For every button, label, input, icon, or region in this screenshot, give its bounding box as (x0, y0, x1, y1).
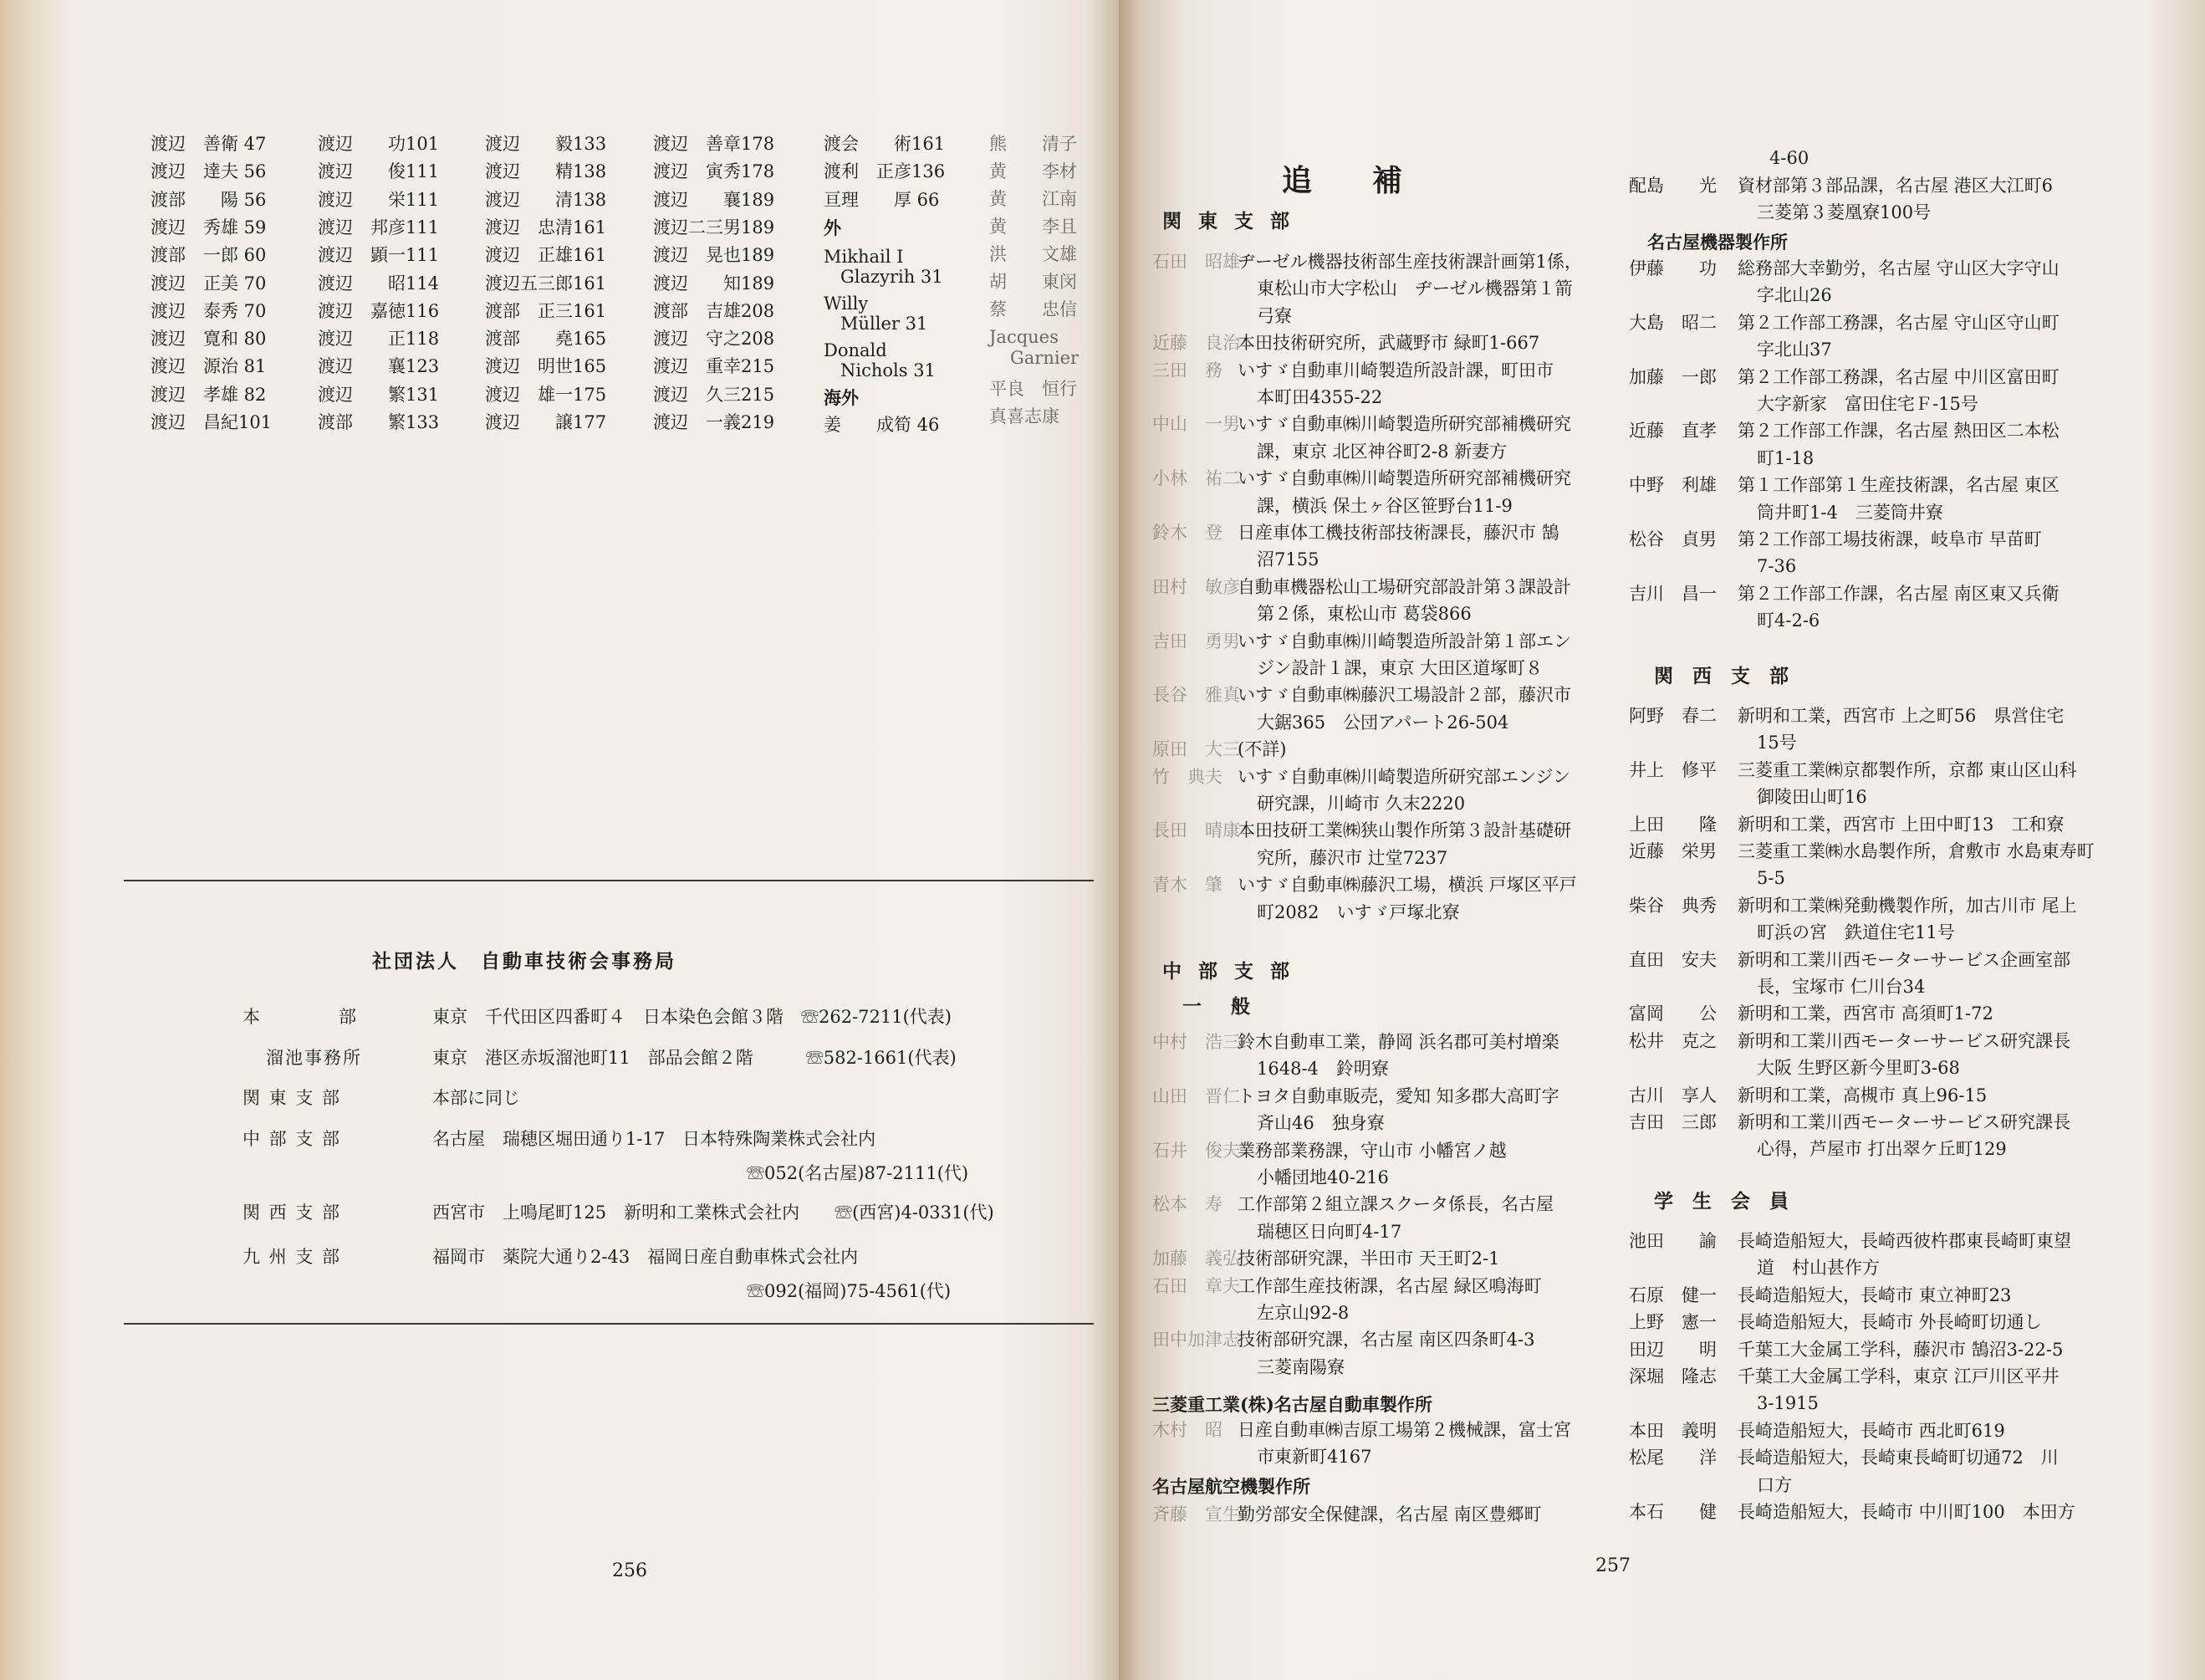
member-address: 新明和工業川西モーターサービス研究課長 (1738, 1030, 2071, 1051)
member-address: 御陵田山町16 (1757, 787, 1867, 808)
member-address: 長崎造船短大，長崎東長崎町切通72 川 (1738, 1448, 2059, 1468)
member-name: 中村 浩三 (1152, 1032, 1240, 1052)
office-label: 関 西 支 部 (242, 1203, 342, 1223)
member-address: 本町田4355-22 (1257, 387, 1383, 407)
index-entry: 渡辺 晃也189 (653, 245, 775, 265)
member-address: 長崎造船短大，長崎市 中川町100 本田方 (1738, 1502, 2075, 1522)
member-address: 第２工作部工場技術課，岐阜市 早苗町 (1738, 529, 2042, 549)
index-entry: 渡辺 邦彦111 (318, 217, 440, 237)
member-address: 町2082 いすゞ戸塚北寮 (1257, 901, 1460, 922)
member-address: 町4-2-6 (1757, 610, 1820, 631)
member-address: 本田技術研究所，武蔵野市 緑町1-667 (1238, 333, 1540, 354)
index-entry: 渡辺 忠清161 (485, 217, 607, 237)
member-name: 田辺 明 (1629, 1339, 1717, 1360)
member-name: 吉田 三郎 (1629, 1112, 1717, 1132)
index-entry: Jacques (989, 327, 1059, 347)
member-address: 自動車機器松山工場研究部設計第３課設計 (1238, 576, 1571, 597)
member-name: 井上 修平 (1629, 759, 1717, 780)
member-address: 長崎造船短大，長崎市 東立神町23 (1738, 1284, 2012, 1305)
member-name: 近藤 直孝 (1629, 421, 1717, 442)
member-address: 究所，藤沢市 辻堂7237 (1257, 847, 1448, 868)
member-address: 町浜の宮 鉄道住宅11号 (1757, 922, 1955, 943)
index-entry: 渡辺 襄189 (653, 190, 775, 210)
member-name: 伊藤 功 (1629, 258, 1717, 278)
index-entry: 渡辺 寛和 80 (151, 329, 267, 349)
member-address: いすゞ自動車㈱藤沢工場，横浜 戸塚区平戸 (1238, 875, 1577, 896)
index-entry: 渡辺 清138 (485, 190, 607, 210)
member-address: 三菱重工業㈱京都製作所，京都 東山区山科 (1738, 759, 2077, 780)
index-entry: 黄 李且 (989, 217, 1077, 237)
member-address: 第１工作部第１生産技術課，名古屋 東区 (1738, 475, 2060, 496)
member-address: いすゞ自動車㈱藤沢工場設計２部，藤沢市 (1238, 685, 1571, 706)
member-address: 7-36 (1757, 556, 1797, 577)
member-address: 瑞穂区日向町4-17 (1257, 1221, 1402, 1242)
member-address: 大字新家 富田住宅Ｆ-15号 (1757, 394, 1978, 414)
index-entry: 渡辺 精138 (485, 161, 607, 181)
member-name: 斉藤 宣生 (1152, 1504, 1240, 1524)
member-address: 三菱重工業㈱水島製作所，倉敷市 水島東寿町 (1738, 841, 2095, 861)
office-line: ☏092(福岡)75-4561(代) (747, 1281, 952, 1301)
member-address: 字北山37 (1757, 340, 1832, 360)
page-number-right: 257 (1595, 1555, 1631, 1576)
index-entry: 渡辺 襄123 (318, 356, 440, 376)
index-entry: 渡辺 毅133 (485, 134, 607, 154)
member-address: 工作部第２組立課スクータ係長，名古屋 (1238, 1194, 1554, 1215)
member-name: 田村 敏彦 (1152, 576, 1240, 597)
member-name: 上田 隆 (1629, 814, 1717, 835)
foreign-name: Nichols 31 (840, 360, 936, 380)
member-address: 沼7155 (1257, 549, 1319, 570)
member-name: 富岡 公 (1629, 1003, 1717, 1024)
member-address: 心得，芦屋市 打出翠ケ丘町129 (1757, 1139, 2007, 1160)
index-entry: 渡部 陽 56 (151, 190, 267, 210)
member-name: 古川 享人 (1629, 1085, 1717, 1106)
member-address: 第２工作部工作課，名古屋 南区東又兵衛 (1738, 583, 2060, 604)
member-name: 松谷 貞男 (1629, 529, 1717, 549)
member-address: いすゞ自動車川崎製造所設計課，町田市 (1238, 360, 1554, 380)
section-heading: 関 西 支 部 (1654, 665, 1789, 687)
index-entry: 渡辺 正美 70 (151, 273, 267, 294)
member-address: 小幡団地40-216 (1257, 1167, 1389, 1187)
member-address: 斉山46 独身寮 (1257, 1113, 1385, 1134)
index-entry: 渡辺 顕一111 (318, 245, 440, 265)
member-address: 第２工作部工務課，名古屋 守山区守山町 (1738, 312, 2060, 333)
section-heading: 一 般 (1182, 995, 1255, 1018)
index-entry: 渡辺 雄一175 (485, 385, 607, 405)
member-name: 池田 諭 (1629, 1231, 1717, 1251)
section-heading: 関 東 支 部 (1162, 210, 1295, 232)
index-entry: 渡辺 正雄161 (485, 245, 607, 265)
member-address: 筒井町1-4 三菱筒井寮 (1757, 502, 1943, 523)
member-name: 松井 克之 (1629, 1030, 1717, 1051)
member-name: 深堀 隆志 (1629, 1366, 1717, 1386)
index-entry: 渡辺 源治 81 (151, 356, 267, 376)
office-line: 東京 港区赤坂溜池町11 部品会館２階 ☏582-1661(代表) (432, 1048, 957, 1068)
member-name: 本石 健 (1629, 1502, 1717, 1522)
member-name: 長谷 雅真 (1152, 685, 1240, 706)
member-address: 大阪 生野区新今里町3-68 (1757, 1058, 1960, 1079)
office-bottom-rule (124, 1323, 1094, 1325)
index-entry: 渡辺 譲177 (485, 412, 607, 432)
subsection-heading: 名古屋航空機製作所 (1152, 1476, 1310, 1497)
member-address: 新明和工業川西モーターサービス研究課長 (1738, 1112, 2071, 1132)
member-address: 4-60 (1769, 148, 1809, 168)
member-address: 5-5 (1757, 868, 1785, 889)
member-name: 加藤 一郎 (1629, 366, 1717, 387)
index-entry: 渡辺 明世165 (485, 356, 607, 376)
member-name: 山田 晋仁 (1152, 1085, 1240, 1106)
index-entry: Garnier (1010, 348, 1080, 368)
member-address: 研究課，川崎市 久末2220 (1257, 794, 1466, 814)
member-address: 道 村山甚作方 (1757, 1258, 1880, 1279)
subsection-heading: 三菱重工業(株)名古屋自動車製作所 (1152, 1394, 1432, 1415)
member-address: 技術部研究課，名古屋 南区四条町4-3 (1238, 1330, 1535, 1351)
member-address: いすゞ自動車㈱川崎製造所設計第１部エン (1238, 631, 1571, 651)
member-name: 鈴木 登 (1152, 523, 1222, 543)
index-entry: 渡辺二三男189 (653, 217, 775, 237)
index-entry: 渡辺 功101 (318, 134, 440, 154)
member-name: 中野 利雄 (1629, 475, 1717, 496)
member-name: 小林 祐二 (1152, 468, 1240, 489)
supplement-title: 追 補 (1282, 163, 1403, 198)
office-line: ☏052(名古屋)87-2111(代) (747, 1163, 969, 1183)
member-address: 1648-4 鈴明寮 (1257, 1059, 1389, 1080)
member-name: 吉川 昌一 (1629, 583, 1717, 604)
foreign-name: Müller 31 (840, 314, 928, 334)
member-address: 15号 (1757, 733, 1797, 753)
member-name: 阿野 春二 (1629, 706, 1717, 726)
member-address: 町1-18 (1757, 447, 1815, 468)
member-name: 大島 昭二 (1629, 312, 1717, 333)
member-name: 木村 昭 (1152, 1420, 1222, 1440)
index-entry: 渡辺 秀雄 59 (151, 217, 267, 237)
index-entry: 渡利 正彦136 (824, 161, 946, 181)
office-label: 九 州 支 部 (242, 1247, 342, 1267)
member-address: 長崎造船短大，長崎西彼杵郡東長崎町東望 (1738, 1231, 2071, 1251)
member-address: 課，横浜 保土ヶ谷区笹野台11-9 (1257, 495, 1513, 516)
office-line: 福岡市 薬院大通り2-43 福岡日産自動車株式会社内 (432, 1247, 859, 1267)
index-entry: 渡辺 昭114 (318, 273, 440, 294)
office-line: 東京 千代田区四番町４ 日本染色会館３階 ☏262-7211(代表) (432, 1007, 952, 1027)
office-label: 溜池事務所 (266, 1048, 362, 1068)
member-address: ヂーゼル機器技術部生産技術課計画第1係， (1238, 252, 1582, 272)
member-address: 工作部生産技術課，名古屋 緑区鳴海町 (1238, 1275, 1542, 1296)
member-address: 三菱南陽寮 (1257, 1356, 1345, 1377)
member-name: 直田 安夫 (1629, 949, 1717, 970)
index-entry: 渡辺 繁131 (318, 385, 440, 405)
member-address: 課，東京 北区神谷町2-8 新妻方 (1257, 441, 1508, 462)
index-entry: 渡部 堯165 (485, 329, 607, 349)
foreign-name: Mikhail I (824, 247, 904, 267)
member-name: 近藤 良治 (1152, 333, 1240, 354)
member-address: 勤労部安全保健課，名古屋 南区豊郷町 (1238, 1504, 1542, 1524)
member-address: トヨタ自動車販売，愛知 知多郡大高町字 (1238, 1085, 1559, 1106)
index-entry: 渡辺 久三215 (653, 385, 775, 405)
index-entry: 渡部 吉雄208 (653, 301, 775, 321)
member-name: 吉田 勇男 (1152, 631, 1240, 651)
index-entry: 渡部 正三161 (485, 301, 607, 321)
office-label: 中 部 支 部 (242, 1129, 342, 1149)
member-address: 業務部業務課，守山市 小幡宮ノ越 (1238, 1140, 1507, 1161)
foreign-name: Donald (824, 340, 887, 360)
member-name: 中山 一男 (1152, 414, 1240, 435)
member-address: 3-1915 (1757, 1393, 1819, 1414)
index-entry: 渡辺 泰秀 70 (151, 301, 267, 321)
index-entry: 渡辺 寅秀178 (653, 161, 775, 181)
member-address: 総務部大幸勤労，名古屋 守山区大字守山 (1738, 258, 2060, 278)
index-entry: 姜 成筍 46 (824, 415, 940, 435)
index-entry: 渡会 術161 (824, 134, 946, 154)
foreign-heading: 外 (824, 217, 841, 238)
index-entry: 渡辺 昌紀101 (151, 412, 273, 432)
member-address: 第２工作部工務課，名古屋 中川区富田町 (1738, 366, 2060, 387)
index-entry: 胡 東闵 (989, 272, 1077, 292)
member-address: 千葉工大金属工学科，東京 江戸川区平井 (1738, 1366, 2060, 1386)
index-entry: 黄 李材 (989, 161, 1077, 181)
member-name: 田中加津志 (1152, 1330, 1240, 1351)
index-entry: 亘理 厚 66 (824, 190, 940, 210)
foreign-name: Glazyrih 31 (840, 267, 943, 287)
member-name: 加藤 義弘 (1152, 1249, 1240, 1269)
member-name: 長田 晴康 (1152, 820, 1240, 841)
index-entry: 渡辺 栄111 (318, 190, 440, 210)
foreign-name: Willy (824, 294, 869, 314)
member-address: 日産車体工機技術部技術課長，藤沢市 鵠 (1238, 523, 1559, 543)
office-line: 西宮市 上鳴尾町125 新明和工業株式会社内 ☏(西宮)4-0331(代) (432, 1203, 994, 1223)
member-address: 字北山26 (1757, 285, 1832, 306)
member-address: 第２係，東松山市 葛袋866 (1257, 604, 1472, 625)
member-name: 松尾 洋 (1629, 1448, 1717, 1468)
index-entry: 渡辺 孝雄 82 (151, 385, 267, 405)
index-entry: 洪 文雄 (989, 244, 1077, 264)
office-line: 本部に同じ (432, 1088, 520, 1108)
member-name: 石田 章夫 (1152, 1275, 1240, 1296)
office-label: 本 部 (242, 1007, 358, 1027)
member-address: いすゞ自動車㈱川崎製造所研究部補機研究 (1238, 468, 1571, 489)
index-entry: 渡部 一郎 60 (151, 245, 267, 265)
index-entry: 渡辺 一義219 (653, 412, 775, 432)
member-name: 青木 肇 (1152, 875, 1222, 896)
member-address: 東松山市大字松山 ヂーゼル機器第１箭 (1257, 278, 1573, 299)
index-entry: 渡辺 善衛 47 (151, 134, 267, 154)
member-address: 新明和工業，西宮市 高須町1-72 (1738, 1003, 1993, 1024)
index-entry: 渡辺 重幸215 (653, 356, 775, 376)
index-entry: 渡辺 守之208 (653, 329, 775, 349)
index-entry: 渡辺 正118 (318, 329, 440, 349)
section-heading: 中 部 支 部 (1162, 960, 1295, 983)
member-address: 千葉工大金属工学科，藤沢市 鵠沼3-22-5 (1738, 1339, 2064, 1360)
member-name: 石井 俊夫 (1152, 1140, 1240, 1161)
member-address: 新明和工業，西宮市 上之町56 県営住宅 (1738, 706, 2065, 726)
index-entry: 黄 江南 (989, 189, 1077, 209)
section-heading: 学 生 会 員 (1654, 1190, 1789, 1213)
member-address: 市東新町4167 (1257, 1447, 1372, 1468)
member-address: 長崎造船短大，長崎市 西北町619 (1738, 1420, 2005, 1441)
index-entry: 渡辺五三郎161 (485, 273, 607, 294)
subsection-heading: 名古屋機器製作所 (1647, 232, 1788, 253)
member-address: 日産自動車㈱吉原工場第２機械課，富士宮 (1238, 1420, 1571, 1440)
member-name: 近藤 栄男 (1629, 841, 1717, 861)
index-entry: 渡部 繁133 (318, 412, 440, 432)
index-entry: 渡辺 達夫 56 (151, 161, 267, 181)
member-address: ジン設計１課，東京 大田区道塚町８ (1257, 658, 1544, 678)
office-top-rule (124, 880, 1094, 881)
member-address: いすゞ自動車㈱川崎製造所研究部補機研究 (1238, 414, 1571, 435)
office-title: 社団法人 自動車技術会事務局 (372, 950, 676, 973)
member-address: 鈴木自動車工業，静岡 浜名郡可美村増楽 (1238, 1032, 1559, 1052)
member-address: いすゞ自動車㈱川崎製造所研究部エンジン (1238, 766, 1570, 787)
member-address: 新明和工業，西宮市 上田中町13 工和寮 (1738, 814, 2065, 835)
member-address: 第２工作部工作課，名古屋 熱田区二本松 (1738, 421, 2060, 442)
member-name: 本田 義明 (1629, 1420, 1717, 1441)
member-name: 三田 務 (1152, 360, 1222, 380)
overseas-heading: 海外 (824, 387, 859, 408)
member-name: 松本 寿 (1152, 1194, 1222, 1215)
index-entry: 渡辺 知189 (653, 273, 775, 294)
member-address: 新明和工業川西モーターサービス企画室部 (1738, 949, 2071, 970)
member-name: 上野 憲一 (1629, 1312, 1717, 1333)
right-page (1119, 0, 2205, 1680)
member-name: 柴谷 典秀 (1629, 895, 1717, 916)
index-entry: 平良 恒行 (989, 379, 1077, 399)
index-entry: 渡辺 善章178 (653, 134, 775, 154)
member-address: 三菱第３菱凰寮100号 (1757, 202, 1932, 223)
member-address: 大鋸365 公団アパート26-504 (1257, 712, 1509, 733)
member-address: 本田技研工業㈱狭山製作所第３設計基礎研 (1238, 820, 1571, 841)
member-address: 長，宝塚市 仁川台34 (1757, 977, 1926, 997)
page-number-left: 256 (612, 1560, 647, 1581)
index-entry: 渡辺 嘉徳116 (318, 301, 440, 321)
member-address: 資材部第３部品課，名古屋 港区大江町6 (1738, 176, 2054, 196)
member-address: 新明和工業，高槻市 真上96-15 (1738, 1085, 1988, 1106)
member-address: 口方 (1757, 1474, 1792, 1495)
member-address: 弓寮 (1257, 305, 1292, 326)
index-entry: 渡辺 俊111 (318, 161, 440, 181)
member-name: 配島 光 (1629, 176, 1717, 196)
office-label: 関 東 支 部 (242, 1088, 342, 1108)
office-line: 名古屋 瑞穂区堀田通り1-17 日本特殊陶業株式会社内 (432, 1129, 876, 1149)
member-name: 竹 典夫 (1152, 766, 1222, 787)
member-name: 石原 健一 (1629, 1284, 1717, 1305)
member-address: 長崎造船短大，長崎市 外長崎町切通し (1738, 1312, 2042, 1333)
member-address: 技術部研究課，半田市 天王町2-1 (1238, 1249, 1500, 1269)
member-name: 石田 昭雄 (1152, 252, 1240, 272)
index-entry: 真喜志康 (989, 406, 1059, 426)
index-entry: 熊 清子 (989, 134, 1077, 154)
member-address: (不詳) (1238, 739, 1287, 760)
member-address: 左京山92-8 (1257, 1303, 1350, 1323)
member-address: 新明和工業㈱発動機製作所，加古川市 尾上 (1738, 895, 2077, 916)
index-entry: 蔡 忠信 (989, 299, 1077, 319)
member-name: 原田 大三 (1152, 739, 1240, 760)
